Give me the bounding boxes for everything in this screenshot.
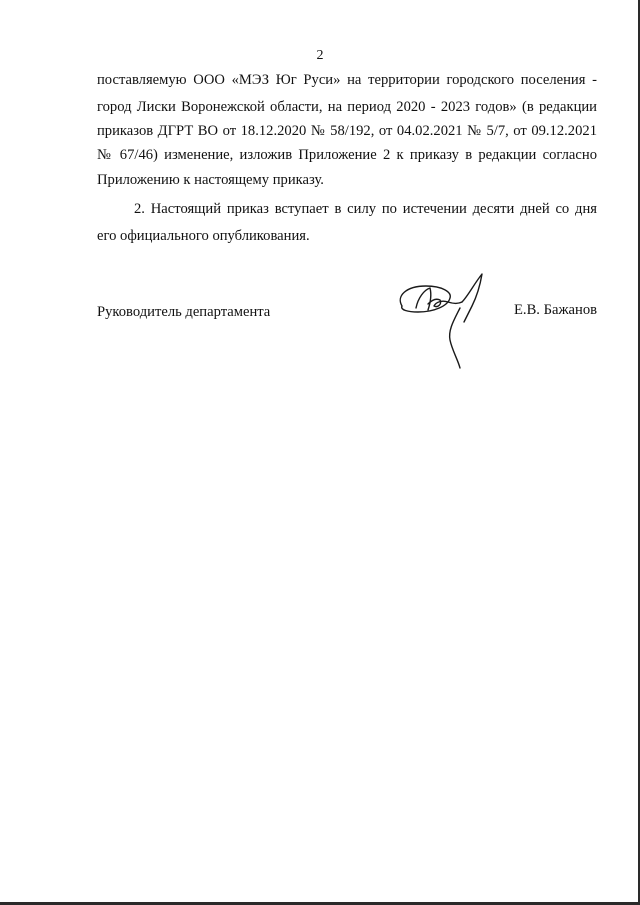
signatory-name: Е.В. Бажанов — [514, 302, 598, 318]
body-line-3: приказов ДГРТ ВО от 18.12.2020 № 58/192, от 04.02.2021 № 5/7, от 09.12.2021 — [97, 123, 597, 139]
body-line-5: Приложению к настоящему приказу. — [97, 172, 324, 188]
signatory-role: Руководитель департамента — [97, 304, 271, 320]
body-line-7: его официального опубликования. — [97, 228, 310, 244]
page-number: 2 — [316, 48, 324, 63]
body-line-4: № 67/46) изменение, изложив Приложение 2 к приказу в редакции согласно — [97, 147, 597, 163]
body-line-1: поставляемую ООО «МЭЗ Юг Руси» на территории городского поселения - — [97, 72, 597, 88]
body-line-2: город Лиски Воронежской области, на период 2020 - 2023 годов» (в редакции — [97, 99, 597, 115]
body-line-6: 2. Настоящий приказ вступает в силу по истечении десяти дней со дня — [134, 201, 597, 217]
handwritten-signature — [394, 268, 504, 372]
